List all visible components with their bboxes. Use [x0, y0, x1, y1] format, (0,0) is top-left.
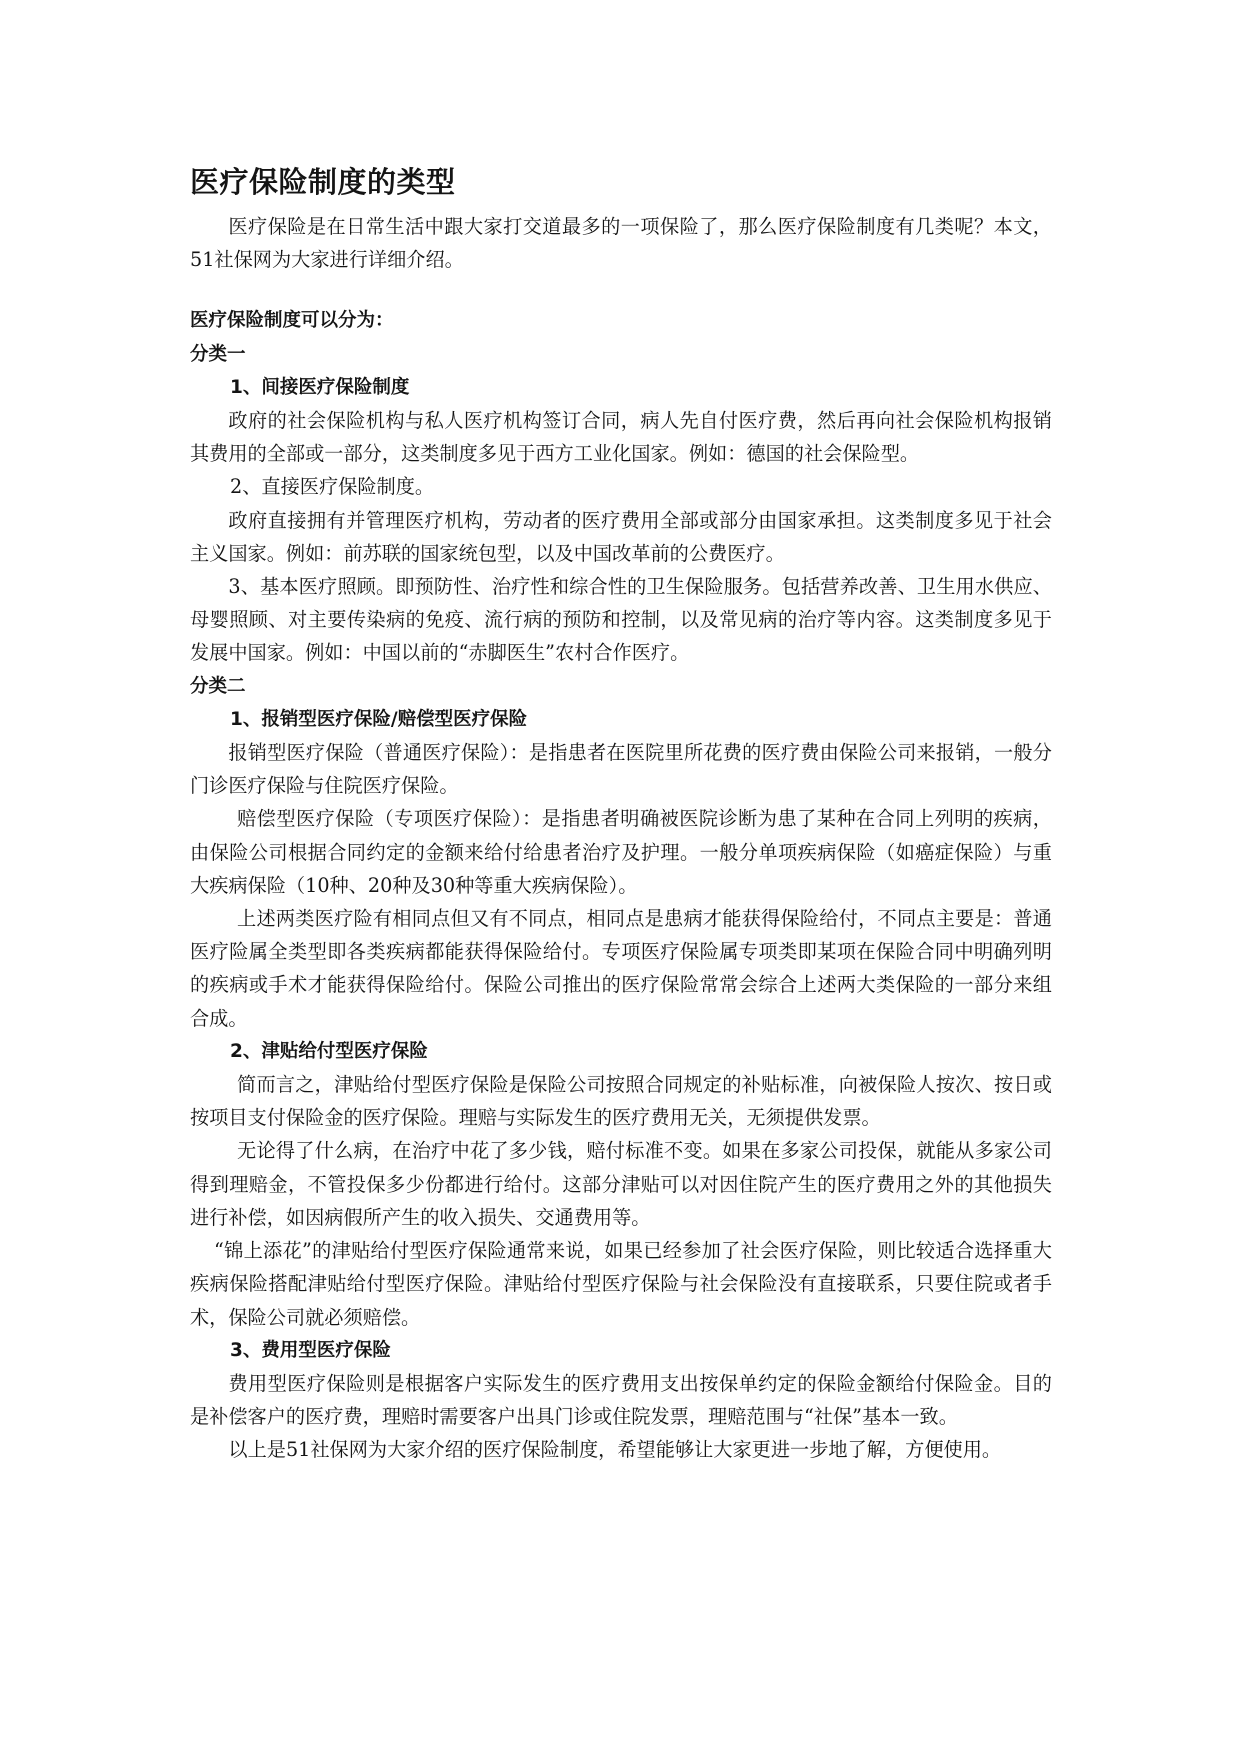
category2-item2-heading: 2、津贴给付型医疗保险: [230, 1040, 428, 1062]
intro-paragraph: 医疗保险是在日常生活中跟大家打交道最多的一项保险了，那么医疗保险制度有几类呢？本文，51社保网为大家进行详细介绍。: [190, 215, 1052, 272]
category2-item2-paragraph-3: “锦上添花”的津贴给付型医疗保险通常来说，如果已经参加了社会医疗保险，则比较适合选择重大疾病保险搭配津贴给付型医疗保险。津贴给付型医疗保险与社会保险没有直接联系，只要住院或者手术，保险公司就必须赔偿。: [190, 1239, 1052, 1329]
category1-item1-text: 政府的社会保险机构与私人医疗机构签订合同，病人先自付医疗费，然后再向社会保险机构报销其费用的全部或一部分，这类制度多见于西方工业化国家。例如：德国的社会保险型。: [190, 409, 1052, 466]
document-title: 医疗保险制度的类型: [190, 165, 456, 199]
category2-item3-paragraph-1: 费用型医疗保险则是根据客户实际发生的医疗费用支出按保单约定的保险金额给付保险金。目的是补偿客户的医疗费，理赔时需要客户出具门诊或住院发票，理赔范围与“社保”基本一致。: [190, 1371, 1052, 1429]
document-body: [190, 164, 1052, 1467]
category2-label: 分类二: [190, 675, 246, 697]
category2-item1-heading: 1、报销型医疗保险/赔偿型医疗保险: [230, 708, 528, 730]
category2-item3-heading: 3、费用型医疗保险: [230, 1339, 391, 1361]
conclusion-paragraph: 以上是51社保网为大家介绍的医疗保险制度，希望能够让大家更进一步地了解，方便使用。: [228, 1438, 1002, 1462]
category1-item2-heading: 2、直接医疗保险制度。: [230, 475, 435, 499]
category1-item3-text: 3、基本医疗照顾。即预防性、治疗性和综合性的卫生保险服务。包括营养改善、卫生用水供应、母婴照顾、对主要传染病的免疫、流行病的预防和控制，以及常见病的治疗等内容。这类制度多见于发展中国家。例如：中国以前的“赤脚医生”农村合作医疗。: [190, 575, 1052, 665]
category1-item1-heading: 1、间接医疗保险制度: [230, 376, 410, 398]
category2-item2-paragraph-2: 无论得了什么病，在治疗中花了多少钱，赔付标准不变。如果在多家公司投保，就能从多家公司得到理赔金，不管投保多少份都进行给付。这部分津贴可以对因住院产生的医疗费用之外的其他损失进行补偿，如因病假所产生的收入损失、交通费用等。: [190, 1139, 1052, 1229]
category1-label: 分类一: [190, 343, 246, 365]
category2-item1-paragraph-2: 赔偿型医疗保险（专项医疗保险）：是指患者明确被医院诊断为患了某种在合同上列明的疾病，由保险公司根据合同约定的金额来给付给患者治疗及护理。一般分单项疾病保险（如癌症保险）与重大疾病保险（10种、20种及30种等重大疾病保险）。: [190, 807, 1052, 897]
category1-item2-text: 政府直接拥有并管理医疗机构，劳动者的医疗费用全部或部分由国家承担。这类制度多见于社会主义国家。例如：前苏联的国家统包型，以及中国改革前的公费医疗。: [190, 508, 1052, 565]
category2-item1-paragraph-3: 上述两类医疗险有相同点但又有不同点，相同点是患病才能获得保险给付，不同点主要是：普通医疗险属全类型即各类疾病都能获得保险给付。专项医疗保险属专项类即某项在保险合同中明确列明的疾病或手术才能获得保险给付。保险公司推出的医疗保险常常会综合上述两大类保险的一部分来组合成。: [190, 907, 1052, 1030]
category2-item2-paragraph-1: 简而言之，津贴给付型医疗保险是保险公司按照合同规定的补贴标准，向被保险人按次、按日或按项目支付保险金的医疗保险。理赔与实际发生的医疗费用无关，无须提供发票。: [190, 1073, 1052, 1130]
category2-item1-paragraph-1: 报销型医疗保险（普通医疗保险）：是指患者在医院里所花费的医疗费由保险公司来报销，一般分门诊医疗保险与住院医疗保险。: [190, 741, 1052, 798]
classification-heading: 医疗保险制度可以分为：: [190, 310, 394, 332]
